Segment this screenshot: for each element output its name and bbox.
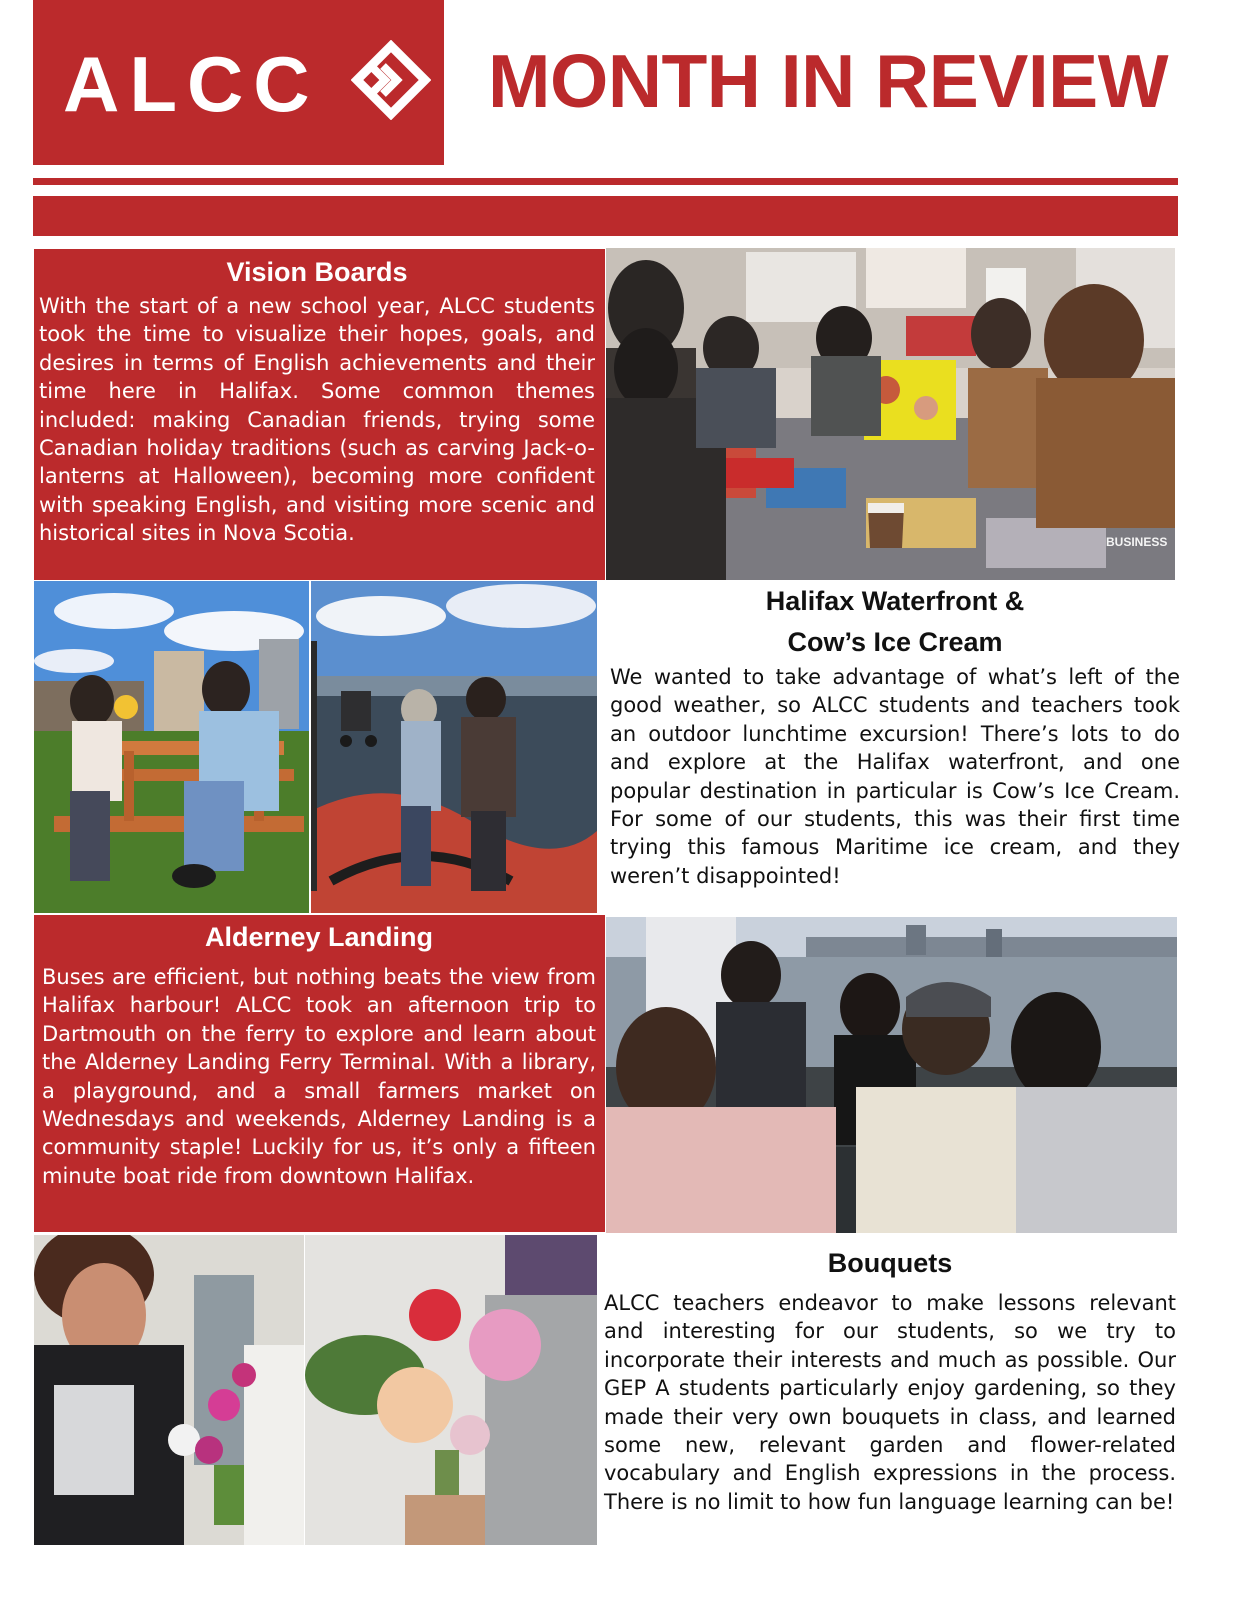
bouquets-photo-flowers: [305, 1235, 597, 1545]
logo-chevron-icon: [351, 40, 431, 120]
alderney-heading: Alderney Landing: [204, 922, 434, 952]
vision-boards-photo: [606, 248, 1175, 580]
alderney-panel: [34, 915, 605, 1232]
header-divider-thin: [33, 178, 1178, 185]
logo-wordmark: ALCC: [63, 40, 320, 128]
bouquets-heading: Bouquets: [827, 1248, 953, 1278]
vision-boards-body: With the start of a new school year, ALCC students took the time to visualize their hopes, goals, and desires in terms of English achievements and their time here in Halifax. Some common themes included: making Canadian friends, trying some Canadian holiday traditions (such as carving Jack-o-lanterns at Halloween), becoming more confident with speaking English, and visiting more scenic and historical sites in Nova Scotia.: [39, 294, 595, 546]
waterfront-photo-picnic: [34, 581, 309, 913]
waterfront-section: [610, 581, 1180, 916]
waterfront-heading-line1: Halifax Waterfront &: [765, 586, 1025, 616]
waterfront-photo-boardwalk: [311, 581, 597, 913]
header-divider-bar: [33, 196, 1178, 236]
vision-photo-magazine-text: BUSINESS: [1106, 535, 1168, 549]
vision-boards-panel: [34, 249, 605, 580]
page-title: MONTH IN REVIEW: [488, 39, 1168, 123]
alderney-ferry-photo: [606, 917, 1177, 1233]
bouquets-photo-student: [34, 1235, 304, 1545]
waterfront-heading-line2: Cow’s Ice Cream: [787, 627, 1003, 657]
vision-boards-heading: Vision Boards: [226, 257, 408, 287]
waterfront-body: We wanted to take advantage of what’s left of the good weather, so ALCC students and teachers took an outdoor lunchtime excursion! There’s lots to do and explore at the Halifax waterfront, and one popular destination in particular is Cow’s Ice Cream. For some of our students, this was their first time trying this famous Maritime ice cream, and they weren’t disappointed!: [610, 665, 1180, 888]
header-logo-block: [33, 0, 444, 165]
bouquets-section: [604, 1243, 1176, 1553]
alderney-body: Buses are efficient, but nothing beats the view from Halifax harbour! ALCC took an afternoon trip to Dartmouth on the ferry to explore and learn about the Alderney Landing Ferry Terminal. With a library, a playground, and a small farmers market on Wednesdays and weekends, Alderney Landing is a community staple! Luckily for us, it’s only a fifteen minute boat ride from downtown Halifax.: [42, 965, 596, 1188]
bouquets-body: ALCC teachers endeavor to make lessons relevant and interesting for our students, so we try to incorporate their interests and much as possible. Our GEP A students particularly enjoy gardening, so they made their very own bouquets in class, and learned some new, relevant garden and flower-related vocabulary and English expressions in the process. There is no limit to how fun language learning can be!: [604, 1291, 1176, 1514]
